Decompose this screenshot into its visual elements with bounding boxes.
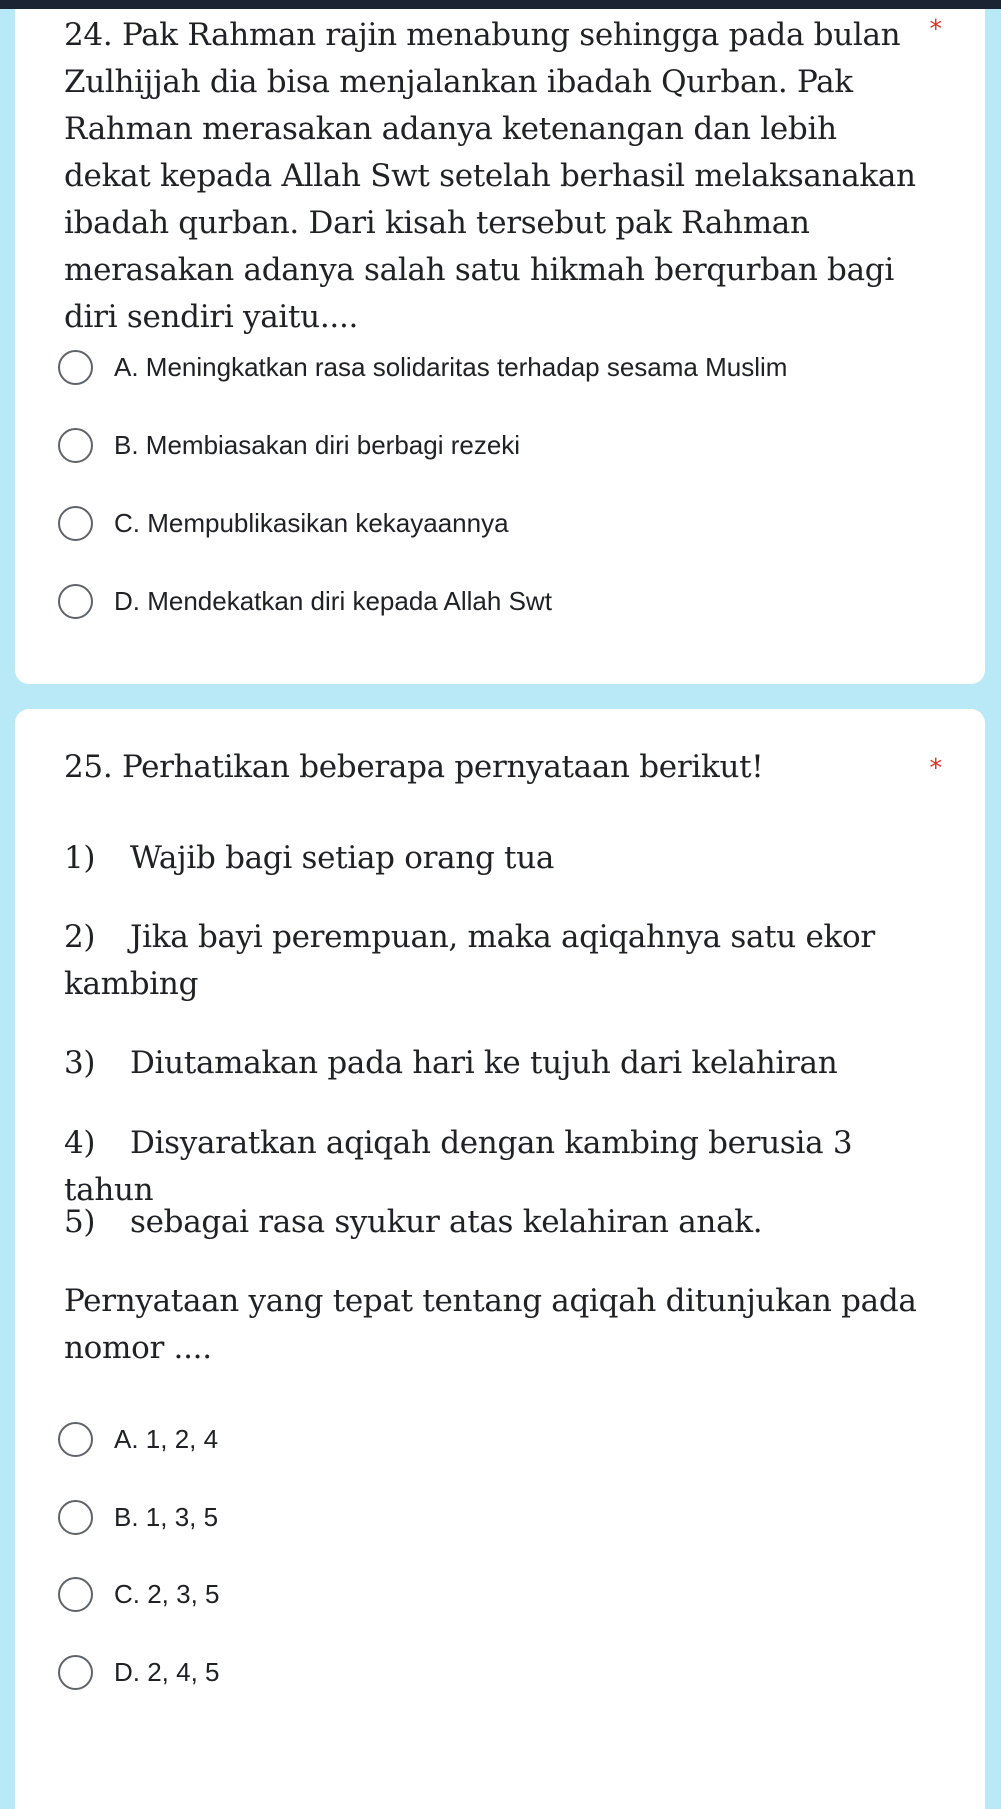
option-label: A. Meningkatkan rasa solidaritas terhadap sesama Muslim (114, 351, 788, 382)
top-status-bar (0, 0, 1001, 9)
option-label: B. 1, 3, 5 (114, 1501, 219, 1532)
statement-number: 3) (64, 1045, 96, 1081)
statement-2 (64, 914, 924, 1008)
option-a[interactable] (58, 1414, 218, 1464)
option-label: D. 2, 4, 5 (114, 1656, 220, 1687)
radio-button-icon[interactable] (58, 428, 93, 463)
statement-5 (64, 1199, 924, 1246)
radio-button-icon[interactable] (58, 1655, 93, 1690)
required-asterisk: * (929, 14, 942, 43)
question-title: 24. Pak Rahman rajin menabung sehingga pada bulan Zulhijjah dia bisa menjalankan ibadah Qurban. Pak Rahman merasakan adanya ketenangan dan lebih dekat kepada Allah Swt setelah berhasil melaksanakan ibadah qurban. Dari kisah tersebut pak Rahman merasakan adanya salah satu hikmah berqurban bagi diri sendiri yaitu.... (64, 17, 916, 335)
option-a[interactable] (58, 342, 787, 392)
option-c[interactable] (58, 1569, 220, 1619)
statement-3 (64, 1040, 924, 1087)
option-b[interactable] (58, 1492, 218, 1542)
radio-button-icon[interactable] (58, 1422, 93, 1457)
option-b[interactable] (58, 420, 520, 470)
statement-1 (64, 835, 924, 882)
statement-number: 2) (64, 919, 96, 955)
radio-button-icon[interactable] (58, 1577, 93, 1612)
statement-text: Disyaratkan aqiqah dengan kambing berusia 3 tahun (64, 1125, 853, 1208)
option-label: C. 2, 3, 5 (114, 1578, 220, 1609)
required-asterisk: * (929, 753, 942, 782)
question-card-24 (15, 9, 985, 684)
option-c[interactable] (58, 498, 509, 548)
radio-button-icon[interactable] (58, 506, 93, 541)
option-d[interactable] (58, 576, 552, 626)
radio-button-icon[interactable] (58, 584, 93, 619)
radio-button-icon[interactable] (58, 1500, 93, 1535)
question-card-25 (15, 709, 985, 1809)
option-label: A. 1, 2, 4 (114, 1423, 219, 1454)
option-label: B. Membiasakan diri berbagi rezeki (114, 429, 521, 460)
question-instruction: Pernyataan yang tepat tentang aqiqah ditunjukan pada nomor .... (64, 1283, 917, 1366)
statement-number: 5) (64, 1204, 96, 1240)
option-label: D. Mendekatkan diri kepada Allah Swt (114, 585, 552, 616)
statement-text: Jika bayi perempuan, maka aqiqahnya satu ekor kambing (64, 919, 875, 1002)
statement-text: Wajib bagi setiap orang tua (130, 840, 555, 876)
statement-number: 4) (64, 1125, 96, 1161)
statement-text: Diutamakan pada hari ke tujuh dari kelahiran (130, 1045, 838, 1081)
radio-button-icon[interactable] (58, 350, 93, 385)
option-label: C. Mempublikasikan kekayaannya (114, 507, 509, 538)
question-title: 25. Perhatikan beberapa pernyataan berikut! (64, 749, 764, 785)
statement-number: 1) (64, 840, 96, 876)
statement-text: sebagai rasa syukur atas kelahiran anak. (130, 1204, 763, 1240)
option-d[interactable] (58, 1647, 220, 1697)
